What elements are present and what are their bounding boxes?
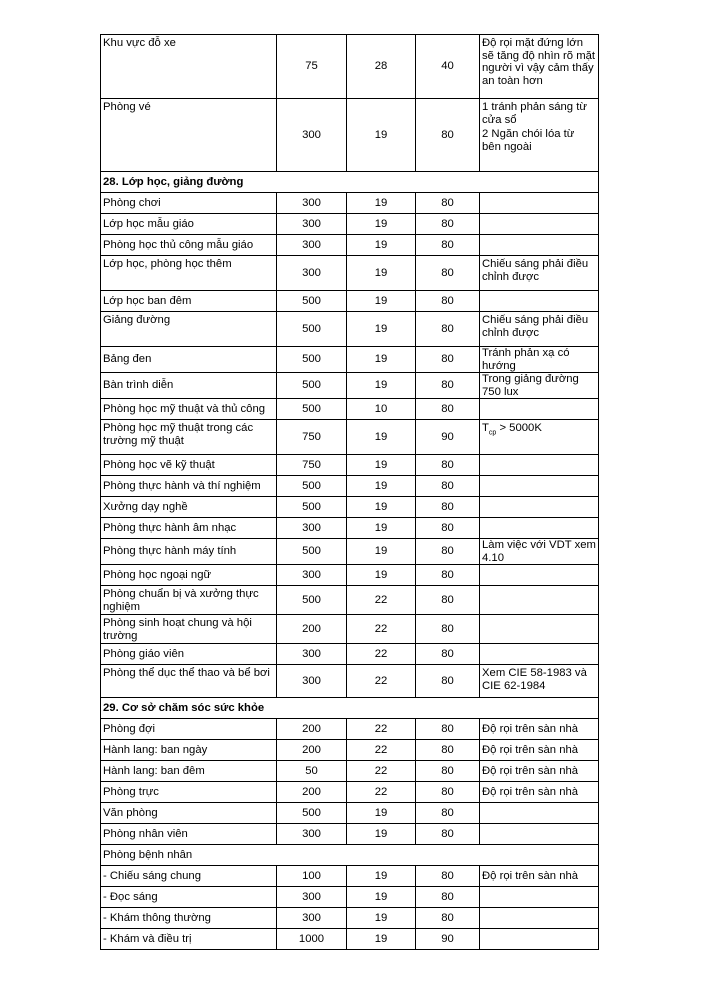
illuminance-cell: 500 bbox=[277, 586, 347, 615]
ugr-cell: 19 bbox=[347, 291, 416, 312]
ugr-cell: 19 bbox=[347, 373, 416, 399]
ugr-cell: 19 bbox=[347, 455, 416, 476]
ra-cell: 80 bbox=[416, 644, 480, 665]
note-line: 2 Ngăn chói lóa từ bên ngoài bbox=[482, 128, 575, 153]
area-name-cell: Văn phòng bbox=[101, 803, 277, 824]
area-name-cell: Phòng chơi bbox=[101, 193, 277, 214]
note-cell bbox=[480, 644, 599, 665]
area-name-cell: Phòng học mỹ thuật và thủ công bbox=[101, 399, 277, 420]
area-name-cell: Phòng chuẩn bị và xưởng thực nghiệm bbox=[101, 586, 277, 615]
ra-cell: 80 bbox=[416, 476, 480, 497]
area-name-cell: Phòng nhân viên bbox=[101, 824, 277, 845]
note-cell bbox=[480, 420, 599, 455]
area-name-cell: Hành lang: ban ngày bbox=[101, 740, 277, 761]
table-row bbox=[101, 887, 599, 908]
note-cell: Độ rọi mặt đứng lớn sẽ tăng độ nhìn rõ mặt người vì vậy cảm thấy an toàn hơn bbox=[480, 35, 599, 99]
ra-cell: 80 bbox=[416, 518, 480, 539]
ugr-cell: 22 bbox=[347, 782, 416, 803]
ra-cell: 80 bbox=[416, 455, 480, 476]
table-row bbox=[101, 761, 599, 782]
table-row bbox=[101, 347, 599, 373]
ugr-cell: 19 bbox=[347, 420, 416, 455]
note-cell: Độ rọi trên sàn nhà bbox=[480, 740, 599, 761]
ra-cell: 80 bbox=[416, 565, 480, 586]
ra-cell: 80 bbox=[416, 586, 480, 615]
area-name-cell: - Khám và điều trị bbox=[101, 929, 277, 950]
area-name-cell: Phòng sinh hoạt chung và hội trường bbox=[101, 615, 277, 644]
ugr-cell: 19 bbox=[347, 256, 416, 291]
table-row bbox=[101, 99, 599, 172]
section-title: 29. Cơ sở chăm sóc sức khỏe bbox=[101, 698, 599, 719]
area-name-cell: Phòng giáo viên bbox=[101, 644, 277, 665]
note-cell bbox=[480, 476, 599, 497]
area-name-cell: Phòng học ngoại ngữ bbox=[101, 565, 277, 586]
ra-cell: 80 bbox=[416, 665, 480, 698]
table-row bbox=[101, 908, 599, 929]
ra-cell: 80 bbox=[416, 887, 480, 908]
illuminance-cell: 200 bbox=[277, 719, 347, 740]
illuminance-cell: 300 bbox=[277, 908, 347, 929]
ugr-cell: 10 bbox=[347, 399, 416, 420]
area-name-cell: Phòng đợi bbox=[101, 719, 277, 740]
ra-cell: 80 bbox=[416, 824, 480, 845]
note-cell: Chiếu sáng phải điều chỉnh được bbox=[480, 256, 599, 291]
table-row bbox=[101, 644, 599, 665]
note-cell bbox=[480, 929, 599, 950]
ugr-cell: 19 bbox=[347, 312, 416, 347]
tcp-value: > 5000K bbox=[496, 422, 542, 434]
ra-cell: 80 bbox=[416, 373, 480, 399]
table-row bbox=[101, 420, 599, 455]
ra-cell: 80 bbox=[416, 312, 480, 347]
note-cell bbox=[480, 586, 599, 615]
ra-cell: 80 bbox=[416, 497, 480, 518]
illuminance-cell: 300 bbox=[277, 887, 347, 908]
table-row bbox=[101, 518, 599, 539]
illuminance-cell: 500 bbox=[277, 399, 347, 420]
ugr-cell: 22 bbox=[347, 761, 416, 782]
table-row bbox=[101, 312, 599, 347]
note-cell: Xem CIE 58-1983 và CIE 62-1984 bbox=[480, 665, 599, 698]
table-row bbox=[101, 803, 599, 824]
table-row bbox=[101, 665, 599, 698]
note-cell bbox=[480, 887, 599, 908]
lighting-requirements-table bbox=[100, 34, 599, 950]
illuminance-cell: 500 bbox=[277, 373, 347, 399]
note-cell bbox=[480, 824, 599, 845]
area-name-cell: Phòng thực hành âm nhạc bbox=[101, 518, 277, 539]
note-cell bbox=[480, 455, 599, 476]
section-header-row bbox=[101, 172, 599, 193]
ra-cell: 80 bbox=[416, 615, 480, 644]
note-cell bbox=[480, 99, 599, 172]
illuminance-cell: 750 bbox=[277, 420, 347, 455]
illuminance-cell: 300 bbox=[277, 665, 347, 698]
ra-cell: 80 bbox=[416, 193, 480, 214]
table-row bbox=[101, 214, 599, 235]
illuminance-cell: 300 bbox=[277, 214, 347, 235]
subheader-row bbox=[101, 845, 599, 866]
illuminance-cell: 500 bbox=[277, 476, 347, 497]
illuminance-cell: 300 bbox=[277, 193, 347, 214]
note-cell bbox=[480, 615, 599, 644]
subheader-title: Phòng bệnh nhân bbox=[101, 845, 599, 866]
section-title: 28. Lớp học, giảng đường bbox=[101, 172, 599, 193]
table-row bbox=[101, 740, 599, 761]
note-cell: Làm việc với VDT xem 4.10 bbox=[480, 539, 599, 565]
ugr-cell: 19 bbox=[347, 347, 416, 373]
table-row bbox=[101, 497, 599, 518]
ra-cell: 80 bbox=[416, 803, 480, 824]
note-cell: Độ rọi trên sàn nhà bbox=[480, 719, 599, 740]
illuminance-cell: 500 bbox=[277, 291, 347, 312]
illuminance-cell: 500 bbox=[277, 347, 347, 373]
table-row bbox=[101, 235, 599, 256]
note-cell bbox=[480, 497, 599, 518]
table-row bbox=[101, 291, 599, 312]
ra-cell: 80 bbox=[416, 761, 480, 782]
illuminance-cell: 1000 bbox=[277, 929, 347, 950]
ugr-cell: 19 bbox=[347, 497, 416, 518]
table-row bbox=[101, 719, 599, 740]
ugr-cell: 19 bbox=[347, 476, 416, 497]
table-row bbox=[101, 539, 599, 565]
area-name-cell: - Khám thông thường bbox=[101, 908, 277, 929]
ugr-cell: 19 bbox=[347, 235, 416, 256]
illuminance-cell: 300 bbox=[277, 256, 347, 291]
note-cell bbox=[480, 291, 599, 312]
ra-cell: 40 bbox=[416, 35, 480, 99]
area-name-cell: Phòng thực hành và thí nghiệm bbox=[101, 476, 277, 497]
ugr-cell: 19 bbox=[347, 539, 416, 565]
ra-cell: 80 bbox=[416, 99, 480, 172]
table-row bbox=[101, 615, 599, 644]
ra-cell: 80 bbox=[416, 539, 480, 565]
area-name-cell: Lớp học mẫu giáo bbox=[101, 214, 277, 235]
note-cell bbox=[480, 193, 599, 214]
note-cell: Độ rọi trên sàn nhà bbox=[480, 866, 599, 887]
ra-cell: 90 bbox=[416, 420, 480, 455]
illuminance-cell: 300 bbox=[277, 99, 347, 172]
illuminance-cell: 750 bbox=[277, 455, 347, 476]
area-name-cell: Phòng trực bbox=[101, 782, 277, 803]
area-name-cell: Phòng học vẽ kỹ thuật bbox=[101, 455, 277, 476]
area-name-cell: Phòng thể dục thể thao và bể bơi bbox=[101, 665, 277, 698]
area-name-cell: Hành lang: ban đêm bbox=[101, 761, 277, 782]
area-name-cell: Giảng đường bbox=[101, 312, 277, 347]
ugr-cell: 22 bbox=[347, 665, 416, 698]
table-row bbox=[101, 782, 599, 803]
table-row bbox=[101, 586, 599, 615]
ugr-cell: 22 bbox=[347, 719, 416, 740]
note-cell: Trong giảng đường 750 lux bbox=[480, 373, 599, 399]
note-cell bbox=[480, 908, 599, 929]
ra-cell: 80 bbox=[416, 235, 480, 256]
ra-cell: 80 bbox=[416, 256, 480, 291]
table-row bbox=[101, 455, 599, 476]
ugr-cell: 19 bbox=[347, 824, 416, 845]
ra-cell: 80 bbox=[416, 214, 480, 235]
illuminance-cell: 300 bbox=[277, 235, 347, 256]
area-name-cell: Xưởng dạy nghề bbox=[101, 497, 277, 518]
ugr-cell: 19 bbox=[347, 193, 416, 214]
ra-cell: 80 bbox=[416, 347, 480, 373]
ra-cell: 80 bbox=[416, 866, 480, 887]
note-cell bbox=[480, 235, 599, 256]
ra-cell: 90 bbox=[416, 929, 480, 950]
area-name-cell: - Chiếu sáng chung bbox=[101, 866, 277, 887]
ugr-cell: 22 bbox=[347, 644, 416, 665]
note-cell: Độ rọi trên sàn nhà bbox=[480, 761, 599, 782]
area-name-cell: Bảng đen bbox=[101, 347, 277, 373]
table-row bbox=[101, 824, 599, 845]
table-row bbox=[101, 256, 599, 291]
ugr-cell: 22 bbox=[347, 586, 416, 615]
ugr-cell: 19 bbox=[347, 518, 416, 539]
area-name-cell: Phòng thực hành máy tính bbox=[101, 539, 277, 565]
illuminance-cell: 500 bbox=[277, 312, 347, 347]
note-cell: Chiếu sáng phải điều chỉnh được bbox=[480, 312, 599, 347]
illuminance-cell: 300 bbox=[277, 644, 347, 665]
table-body bbox=[101, 35, 599, 950]
note-cell bbox=[480, 565, 599, 586]
illuminance-cell: 100 bbox=[277, 866, 347, 887]
ugr-cell: 19 bbox=[347, 99, 416, 172]
ugr-cell: 22 bbox=[347, 740, 416, 761]
table-row bbox=[101, 565, 599, 586]
ra-cell: 80 bbox=[416, 740, 480, 761]
table-row bbox=[101, 193, 599, 214]
note-cell bbox=[480, 518, 599, 539]
illuminance-cell: 300 bbox=[277, 518, 347, 539]
illuminance-cell: 200 bbox=[277, 740, 347, 761]
tcp-symbol: T bbox=[482, 422, 489, 434]
note-cell bbox=[480, 803, 599, 824]
table-row bbox=[101, 373, 599, 399]
table-row bbox=[101, 476, 599, 497]
area-name-cell: Phòng vé bbox=[101, 99, 277, 172]
ra-cell: 80 bbox=[416, 782, 480, 803]
illuminance-cell: 200 bbox=[277, 615, 347, 644]
table-row bbox=[101, 866, 599, 887]
table-row bbox=[101, 399, 599, 420]
illuminance-cell: 500 bbox=[277, 497, 347, 518]
ugr-cell: 19 bbox=[347, 908, 416, 929]
ugr-cell: 22 bbox=[347, 615, 416, 644]
ugr-cell: 19 bbox=[347, 929, 416, 950]
illuminance-cell: 75 bbox=[277, 35, 347, 99]
ugr-cell: 19 bbox=[347, 803, 416, 824]
table-row bbox=[101, 35, 599, 99]
note-cell bbox=[480, 399, 599, 420]
area-name-cell: Phòng học mỹ thuật trong các trường mỹ thuật bbox=[101, 420, 277, 455]
note-cell: Tránh phản xạ có hướng bbox=[480, 347, 599, 373]
area-name-cell: Lớp học ban đêm bbox=[101, 291, 277, 312]
note-line: 1 tránh phản sáng từ cửa sổ bbox=[482, 101, 587, 126]
section-header-row bbox=[101, 698, 599, 719]
ra-cell: 80 bbox=[416, 399, 480, 420]
tcp-subscript: cp bbox=[488, 429, 497, 437]
area-name-cell: Lớp học, phòng học thêm bbox=[101, 256, 277, 291]
area-name-cell: - Đọc sáng bbox=[101, 887, 277, 908]
illuminance-cell: 50 bbox=[277, 761, 347, 782]
ugr-cell: 28 bbox=[347, 35, 416, 99]
area-name-cell: Bàn trình diễn bbox=[101, 373, 277, 399]
illuminance-cell: 200 bbox=[277, 782, 347, 803]
ugr-cell: 19 bbox=[347, 565, 416, 586]
illuminance-cell: 500 bbox=[277, 803, 347, 824]
illuminance-cell: 300 bbox=[277, 824, 347, 845]
area-name-cell: Khu vực đỗ xe bbox=[101, 35, 277, 99]
area-name-cell: Phòng học thủ công mẫu giáo bbox=[101, 235, 277, 256]
ra-cell: 80 bbox=[416, 291, 480, 312]
ugr-cell: 19 bbox=[347, 214, 416, 235]
ra-cell: 80 bbox=[416, 719, 480, 740]
ugr-cell: 19 bbox=[347, 887, 416, 908]
ra-cell: 80 bbox=[416, 908, 480, 929]
illuminance-cell: 500 bbox=[277, 539, 347, 565]
note-cell: Độ rọi trên sàn nhà bbox=[480, 782, 599, 803]
table-row bbox=[101, 929, 599, 950]
illuminance-cell: 300 bbox=[277, 565, 347, 586]
ugr-cell: 19 bbox=[347, 866, 416, 887]
note-cell bbox=[480, 214, 599, 235]
